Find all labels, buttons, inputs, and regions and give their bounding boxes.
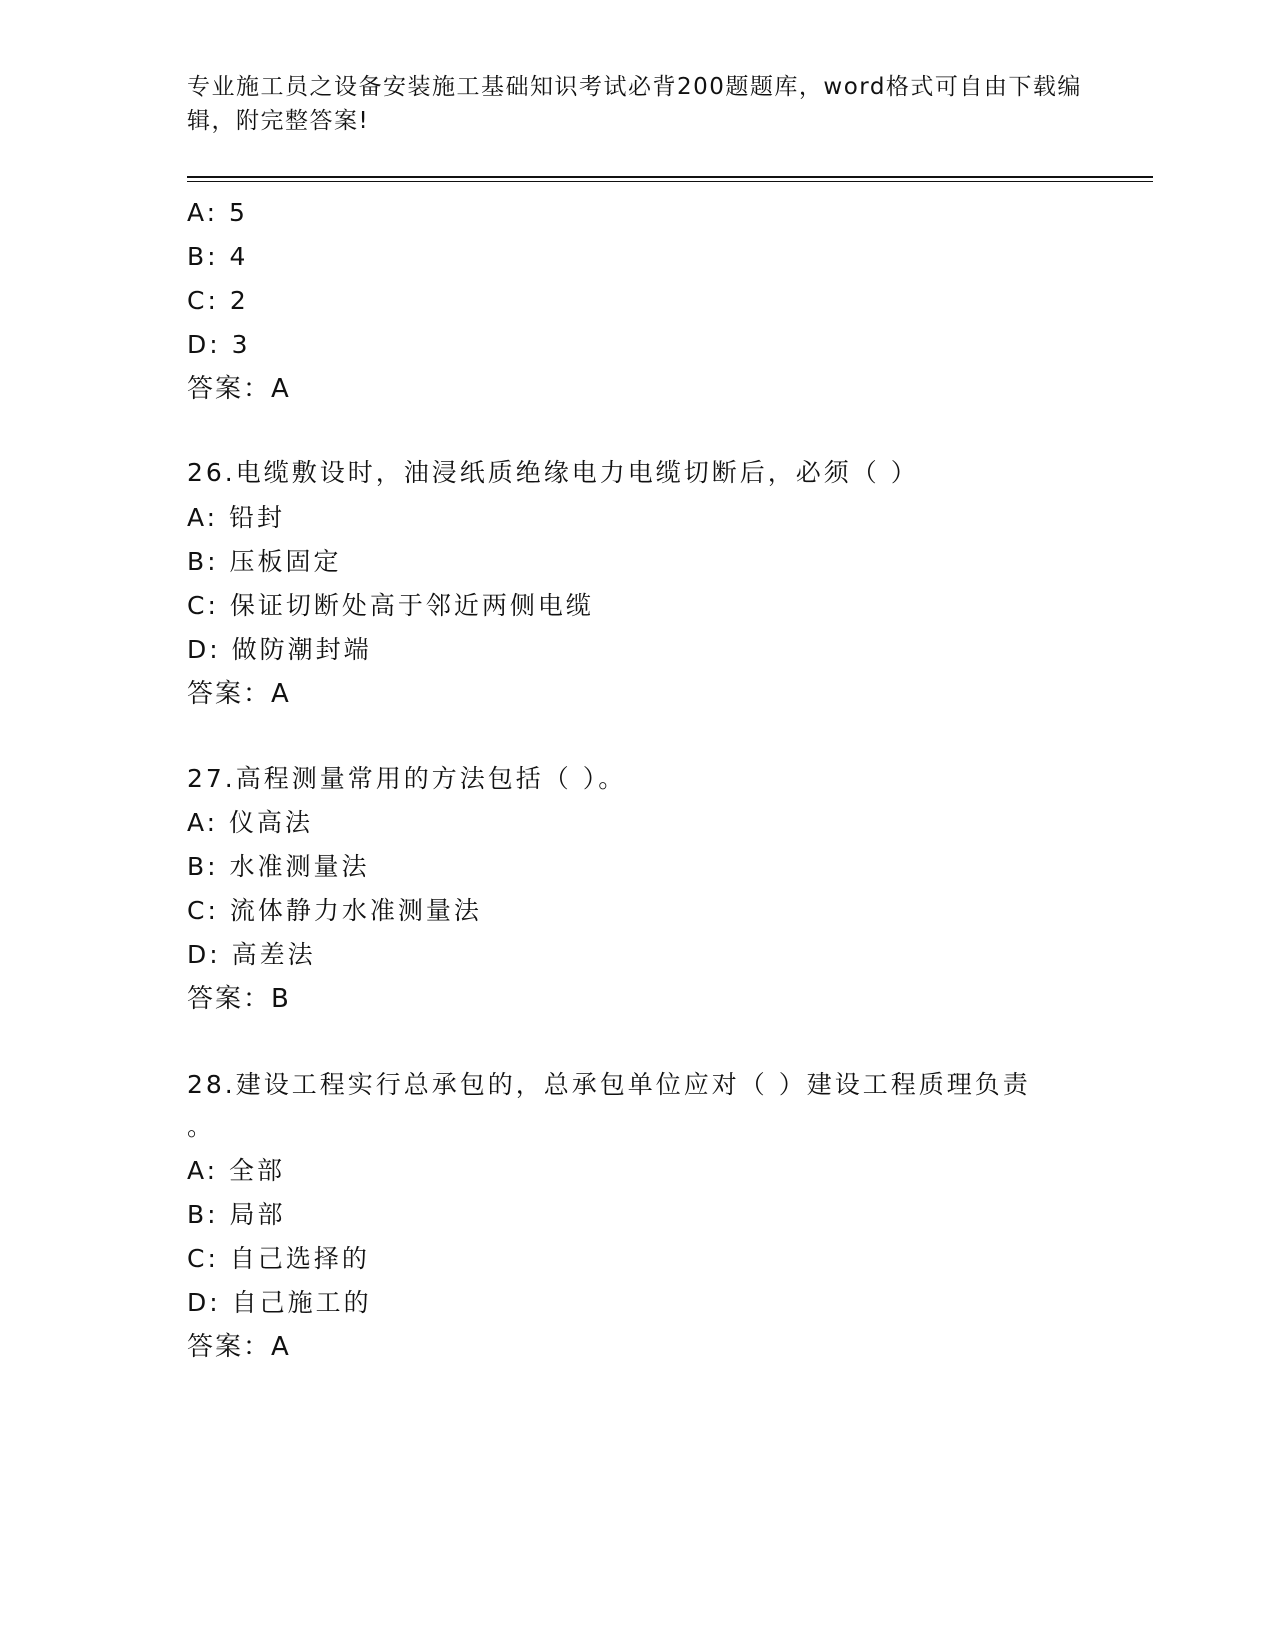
q27-option-d: D: 高差法 [187, 940, 316, 969]
q28-option-d: D: 自己施工的 [187, 1288, 372, 1317]
header-divider-thin [187, 181, 1153, 182]
q27-option-b: B: 水准测量法 [187, 852, 370, 881]
q28-question: 28.建设工程实行总承包的，总承包单位应对（ ）建设工程质理负责 [187, 1070, 1031, 1099]
q28-option-c: C: 自己选择的 [187, 1244, 370, 1273]
q25-answer: 答案：A [187, 374, 291, 404]
q26-option-d: D: 做防潮封端 [187, 635, 372, 664]
q26-option-c: C: 保证切断处高于邻近两侧电缆 [187, 591, 594, 620]
q26-option-b: B: 压板固定 [187, 547, 342, 576]
q25-option-d: D: 3 [187, 330, 251, 359]
q28-option-b: B: 局部 [187, 1200, 286, 1229]
q27-option-c: C: 流体静力水准测量法 [187, 896, 482, 925]
q28-question-continuation: 。 [187, 1112, 216, 1141]
document-header-title: 专业施工员之设备安装施工基础知识考试必背200题题库，word格式可自由下载编辑，附完整答案! [187, 74, 1082, 134]
q28-option-a: A: 全部 [187, 1156, 286, 1185]
q27-option-a: A: 仪高法 [187, 808, 314, 837]
q26-answer: 答案：A [187, 679, 291, 709]
q28-answer: 答案：A [187, 1332, 291, 1362]
q26-question: 26.电缆敷设时，油浸纸质绝缘电力电缆切断后，必须（ ） [187, 458, 919, 487]
q27-answer: 答案：B [187, 984, 291, 1014]
q26-option-a: A: 铅封 [187, 503, 286, 532]
q25-option-a: A: 5 [187, 198, 248, 227]
q25-option-b: B: 4 [187, 242, 249, 271]
q25-option-c: C: 2 [187, 286, 249, 315]
q27-question: 27.高程测量常用的方法包括（ ）。 [187, 764, 627, 793]
header-divider-thick [187, 176, 1153, 178]
